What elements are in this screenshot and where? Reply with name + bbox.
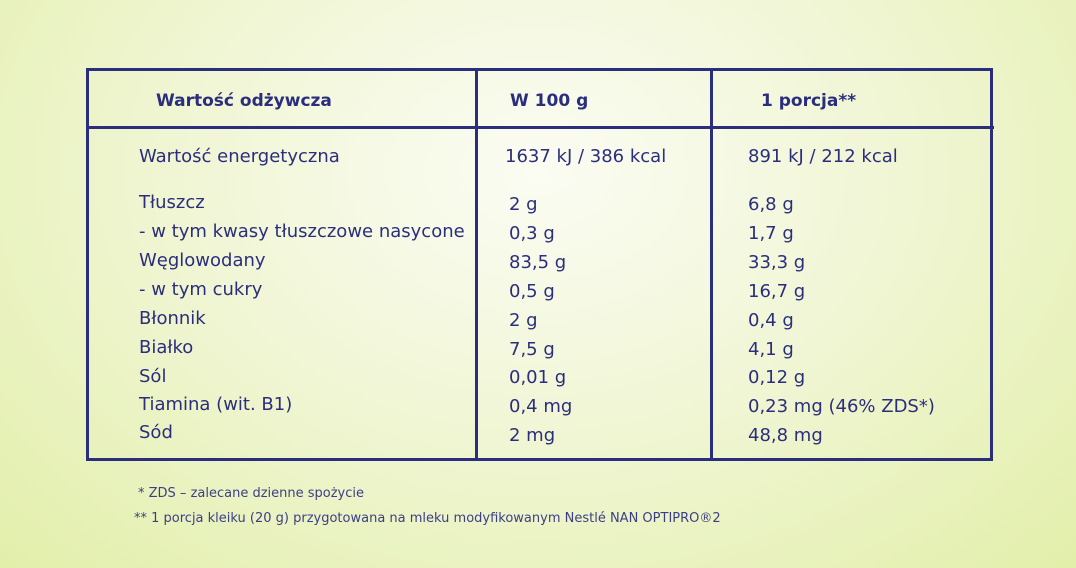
row-value-portion: 4,1 g xyxy=(748,339,794,360)
row-label: Wartość energetyczna xyxy=(139,146,340,167)
row-value-100g: 2 mg xyxy=(509,425,556,446)
row-value-100g: 83,5 g xyxy=(509,252,567,273)
row-label: - w tym kwasy tłuszczowe nasycone xyxy=(139,221,465,242)
row-value-100g: 2 g xyxy=(509,310,538,331)
row-value-portion: 0,4 g xyxy=(748,310,794,331)
row-value-portion: 0,23 mg (46% ZDS*) xyxy=(748,396,935,417)
row-label: Sód xyxy=(139,422,173,443)
row-label: Tiamina (wit. B1) xyxy=(139,394,293,415)
row-label: Węglowodany xyxy=(139,250,266,271)
row-value-portion: 33,3 g xyxy=(748,252,806,273)
row-value-portion: 16,7 g xyxy=(748,281,806,302)
row-value-portion: 48,8 mg xyxy=(748,425,823,446)
row-value-portion: 1,7 g xyxy=(748,223,794,244)
row-value-portion: 891 kJ / 212 kcal xyxy=(748,146,898,167)
row-label: Tłuszcz xyxy=(139,192,205,213)
row-value-100g: 7,5 g xyxy=(509,339,555,360)
row-label: Białko xyxy=(139,337,194,358)
column-divider-1 xyxy=(475,71,478,458)
header-per-100g: W 100 g xyxy=(510,91,589,111)
row-value-100g: 0,4 mg xyxy=(509,396,573,417)
row-value-portion: 0,12 g xyxy=(748,367,806,388)
column-divider-2 xyxy=(710,71,713,458)
row-value-100g: 2 g xyxy=(509,194,538,215)
row-value-100g: 0,01 g xyxy=(509,367,567,388)
row-label: - w tym cukry xyxy=(139,279,263,300)
row-value-100g: 0,5 g xyxy=(509,281,555,302)
row-value-100g: 1637 kJ / 386 kcal xyxy=(505,146,667,167)
row-label: Błonnik xyxy=(139,308,206,329)
footnote-portion: ** 1 porcja kleiku (20 g) przygotowana na mleku modyfikowanym Nestlé NAN OPTIPRO®2 xyxy=(134,511,721,526)
footnote-zds: * ZDS – zalecane dzienne spożycie xyxy=(138,486,364,501)
header-divider xyxy=(89,126,994,129)
nutrition-table xyxy=(86,68,993,461)
row-value-100g: 0,3 g xyxy=(509,223,555,244)
row-label: Sól xyxy=(139,366,167,387)
header-per-portion: 1 porcja** xyxy=(761,91,857,111)
row-value-portion: 6,8 g xyxy=(748,194,794,215)
header-nutrient: Wartość odżywcza xyxy=(156,91,332,111)
